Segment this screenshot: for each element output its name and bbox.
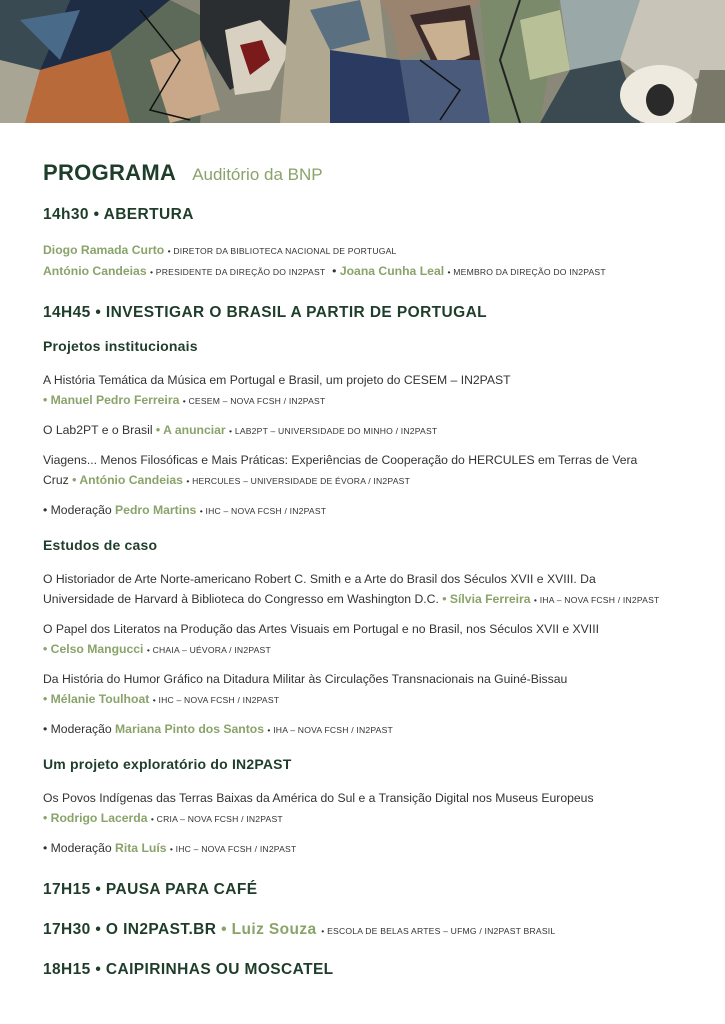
- talk-title: O Lab2PT e o Brasil: [43, 423, 153, 437]
- speaker-affiliation: • CRIA – NOVA FCSH / IN2PAST: [150, 814, 283, 824]
- speaker-affiliation: • IHA – NOVA FCSH / IN2PAST: [533, 595, 660, 605]
- abertura-speaker-line-1: [43, 240, 693, 261]
- moderation-label: • Moderação: [43, 722, 112, 736]
- program-header: [43, 160, 693, 186]
- talk-title: Viagens... Menos Filosóficas e Mais Práticas: Experiências de Cooperação do HERCULES em Terras de Vera: [43, 453, 638, 467]
- speaker-affiliation: • PRESIDENTE DA DIREÇÃO DO IN2PAST: [150, 267, 326, 277]
- talk-speaker: [43, 689, 693, 710]
- moderation-line: [43, 838, 693, 859]
- moderator-name: Mariana Pinto dos Santos: [115, 722, 265, 736]
- talk-title: Os Povos Indígenas das Terras Baixas da América do Sul e a Transição Digital nos Museus Europeus: [43, 791, 594, 805]
- speaker-affiliation: • ESCOLA DE BELAS ARTES – UFMG / IN2PAST BRASIL: [321, 926, 556, 936]
- speaker-name: • Rodrigo Lacerda: [43, 811, 148, 825]
- section-in2pastbr: [43, 921, 693, 939]
- speaker-affiliation: • DIRETOR DA BIBLIOTECA NACIONAL DE PORTUGAL: [167, 246, 397, 256]
- speaker-affiliation: • CESEM – NOVA FCSH / IN2PAST: [182, 396, 326, 406]
- moderation-line: [43, 719, 693, 740]
- talk-speaker: [43, 808, 693, 829]
- talk-speaker: [43, 390, 693, 411]
- speaker-name: • Manuel Pedro Ferreira: [43, 393, 180, 407]
- speaker-affiliation: • HERCULES – UNIVERSIDADE DE ÉVORA / IN2PAST: [186, 476, 411, 486]
- abertura-speaker-line-2: [43, 261, 693, 282]
- talk-title: Da História do Humor Gráfico na Ditadura Militar às Circulações Transnacionais na Guiné-Bissau: [43, 672, 568, 686]
- moderation-line: [43, 500, 693, 521]
- program-title: PROGRAMA: [43, 160, 177, 185]
- speaker-name: • Celso Mangucci: [43, 642, 144, 656]
- moderation-label: • Moderação: [43, 503, 112, 517]
- subsection-estudos-title: Estudos de caso: [43, 537, 158, 553]
- speaker-name: Diogo Ramada Curto: [43, 243, 165, 257]
- talk-title-cont: Universidade de Harvard à Biblioteca do Congresso em Washington D.C.: [43, 592, 439, 606]
- section-in2pastbr-title: 17H30 • O IN2PAST.BR: [43, 921, 217, 938]
- speaker-affiliation: • MEMBRO DA DIREÇÃO DO IN2PAST: [447, 267, 606, 277]
- speaker-affiliation: • CHAIA – UÉVORA / IN2PAST: [146, 645, 271, 655]
- separator-bullet: •: [332, 264, 337, 278]
- moderator-name: Pedro Martins: [115, 503, 197, 517]
- talk-title: O Historiador de Arte Norte-americano Robert C. Smith e a Arte do Brasil dos Séculos XVII e XVIII. Da: [43, 572, 596, 586]
- talk-title-cont: Cruz: [43, 473, 69, 487]
- moderator-affiliation: • IHA – NOVA FCSH / IN2PAST: [267, 725, 393, 735]
- speaker-name: • A anunciar: [155, 423, 226, 437]
- speaker-affiliation: • IHC – NOVA FCSH / IN2PAST: [152, 695, 280, 705]
- speaker-name: • António Candeias: [72, 473, 183, 487]
- speaker-name: António Candeias: [43, 264, 147, 278]
- talk-speaker: [43, 639, 693, 660]
- header-artwork-banner: [0, 0, 725, 123]
- talk-title: O Papel dos Literatos na Produção das Artes Visuais em Portugal e no Brasil, nos Séculos XVII e XVIII: [43, 622, 599, 636]
- subsection-institucionais-title: Projetos institucionais: [43, 338, 198, 354]
- talk-with-speaker: [43, 420, 693, 441]
- program-venue: Auditório da BNP: [192, 165, 323, 184]
- speaker-name: • Mélanie Toulhoat: [43, 692, 150, 706]
- talk-with-speaker: [43, 470, 693, 491]
- section-abertura-title: 14h30 • ABERTURA: [43, 206, 194, 223]
- section-final-title: 18H15 • CAIPIRINHAS OU MOSCATEL: [43, 961, 334, 978]
- talk-with-speaker: [43, 589, 693, 610]
- moderator-affiliation: • IHC – NOVA FCSH / IN2PAST: [169, 844, 297, 854]
- section-investigar-title: 14H45 • INVESTIGAR O BRASIL A PARTIR DE PORTUGAL: [43, 304, 488, 321]
- speaker-name: • Luiz Souza: [221, 921, 317, 938]
- speaker-name: Joana Cunha Leal: [339, 264, 445, 278]
- speaker-name: • Sílvia Ferreira: [442, 592, 531, 606]
- talk-title: A História Temática da Música em Portugal e Brasil, um projeto do CESEM – IN2PAST: [43, 373, 511, 387]
- program-content: [43, 160, 693, 979]
- cubist-painting-image: [0, 0, 725, 123]
- subsection-exploratorio-title: Um projeto exploratório do IN2PAST: [43, 756, 292, 772]
- moderator-affiliation: • IHC – NOVA FCSH / IN2PAST: [199, 506, 327, 516]
- speaker-affiliation: • LAB2PT – UNIVERSIDADE DO MINHO / IN2PAST: [229, 426, 438, 436]
- section-pausa-title: 17H15 • PAUSA PARA CAFÉ: [43, 881, 258, 898]
- moderator-name: Rita Luís: [115, 841, 167, 855]
- moderation-label: • Moderação: [43, 841, 112, 855]
